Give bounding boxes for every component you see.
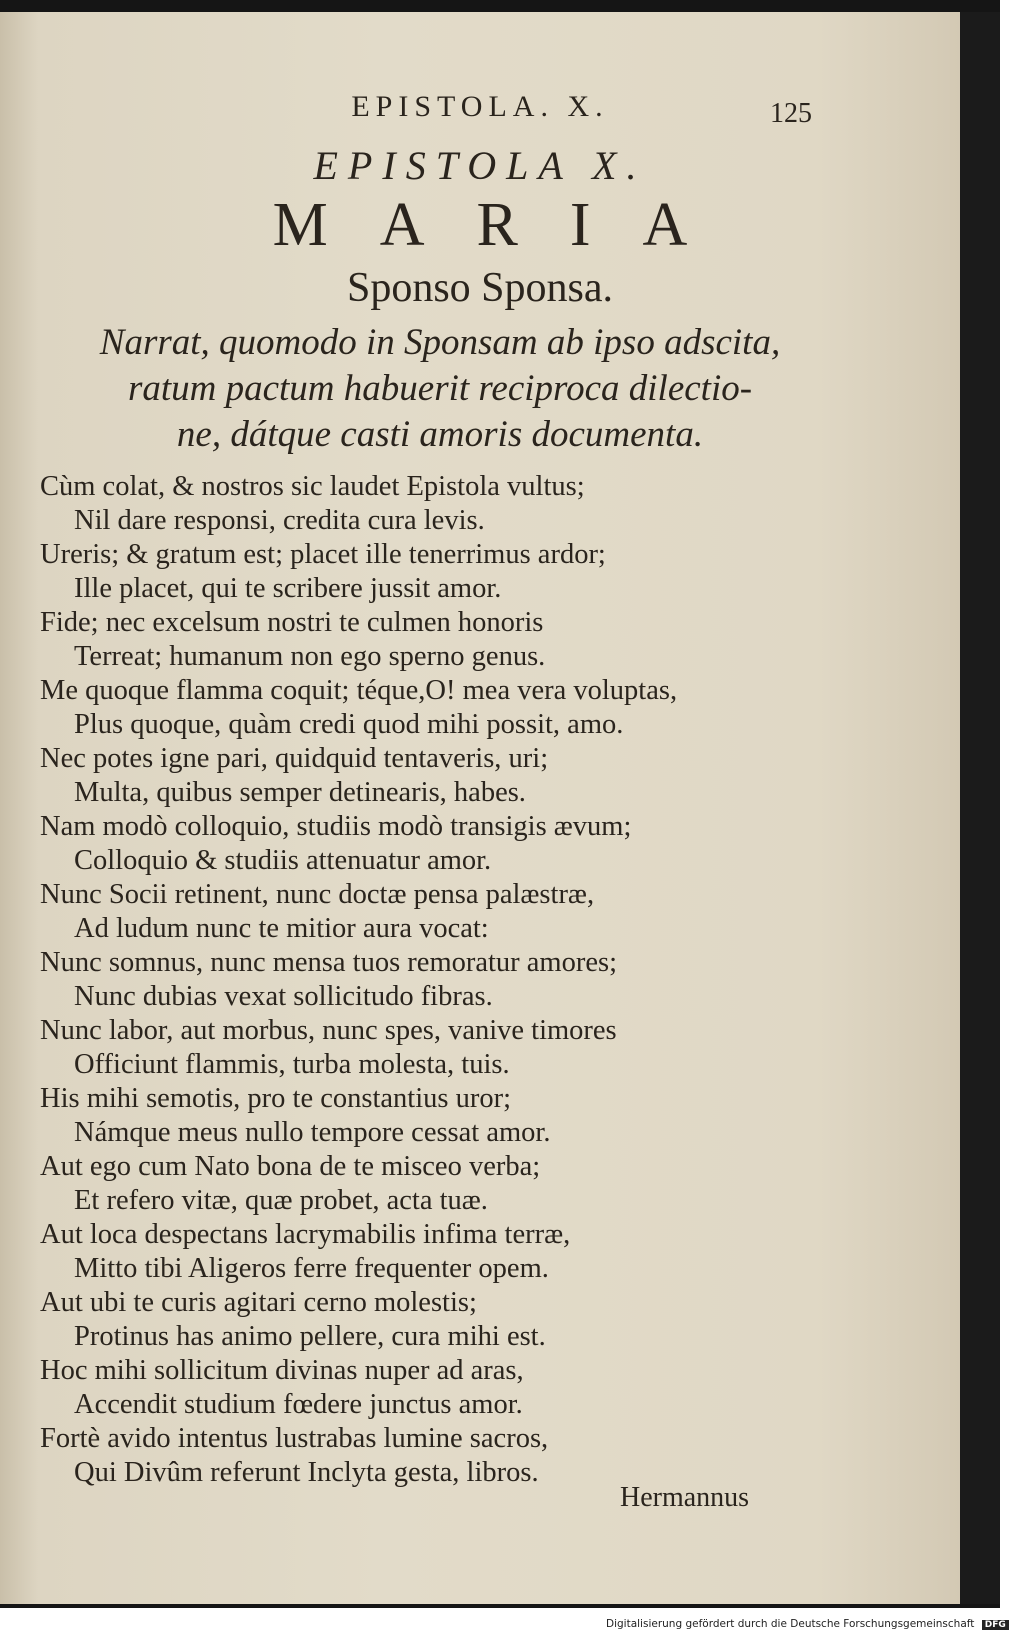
- verse-line: Nunc Socii retinent, nunc doctæ pensa palæstræ,: [40, 879, 595, 910]
- verse-line: Me quoque flamma coquit; téque,O! mea vera voluptas,: [40, 675, 678, 706]
- catchword: Hermannus: [620, 1482, 750, 1513]
- scan-right-edge: [960, 12, 1000, 1604]
- subtitle: Sponso Sponsa.: [346, 265, 614, 311]
- book-page: [0, 12, 960, 1604]
- verse-block: [40, 470, 820, 1490]
- verse-line: Nam modò colloquio, studiis modò transigis ævum;: [40, 811, 632, 842]
- verse-line: Multa, quibus semper detinearis, habes.: [74, 777, 526, 808]
- verse-line: Aut ubi te curis agitari cerno molestis;: [40, 1287, 477, 1318]
- page-number: 125: [770, 98, 812, 129]
- funding-footer: [606, 1618, 1006, 1634]
- verse-line: Fide; nec excelsum nostri te culmen honoris: [40, 607, 544, 638]
- verse-line: Qui Divûm referunt Inclyta gesta, libros.: [74, 1457, 539, 1488]
- verse-line: Nec potes igne pari, quidquid tentaveris, uri;: [40, 743, 549, 774]
- argument-line: Narrat, quomodo in Sponsam ab ipso adscita,: [99, 322, 781, 363]
- verse-line: Hoc mihi sollicitum divinas nuper ad aras,: [40, 1355, 524, 1386]
- verse-line: Et refero vitæ, quæ probet, acta tuæ.: [74, 1185, 488, 1216]
- argument-block: [50, 320, 830, 458]
- verse-line: Officiunt flammis, turba molesta, tuis.: [74, 1049, 510, 1080]
- verse-line: Nunc somnus, nunc mensa tuos remoratur amores;: [40, 947, 617, 978]
- argument-line: ratum pactum habuerit reciproca dilectio-: [127, 368, 753, 409]
- verse-line: Nunc dubias vexat sollicitudo fibras.: [74, 981, 493, 1012]
- verse-line: Accendit studium fœdere junctus amor.: [74, 1389, 523, 1420]
- dfg-logo: DFG: [982, 1620, 1009, 1630]
- funding-text: Digitalisierung gefördert durch die Deutsche Forschungsgemeinschaft: [606, 1618, 975, 1630]
- verse-line: Cùm colat, & nostros sic laudet Epistola vultus;: [40, 471, 585, 502]
- verse-line: Nunc labor, aut morbus, nunc spes, vanive timores: [40, 1015, 617, 1046]
- author-name: MARIA: [272, 191, 740, 259]
- verse-line: Colloquio & studiis attenuatur amor.: [74, 845, 492, 876]
- verse-line: Mitto tibi Aligeros ferre frequenter opem.: [74, 1253, 549, 1284]
- verse-line: Ille placet, qui te scribere jussit amor.: [74, 573, 502, 604]
- epistle-title: EPISTOLA X.: [313, 143, 647, 188]
- verse-line: Ad ludum nunc te mitior aura vocat:: [74, 913, 489, 944]
- running-head: EPISTOLA. X.: [351, 90, 609, 123]
- verse-line: Námque meus nullo tempore cessat amor.: [74, 1117, 551, 1148]
- verse-line: Nil dare responsi, credita cura levis.: [74, 505, 485, 536]
- verse-line: Aut loca despectans lacrymabilis infima terræ,: [40, 1219, 571, 1250]
- verse-line: Plus quoque, quàm credi quod mihi possit, amo.: [74, 709, 624, 740]
- verse-line: His mihi semotis, pro te constantius uror;: [40, 1083, 512, 1114]
- verse-line: Fortè avido intentus lustrabas lumine sacros,: [40, 1423, 549, 1454]
- verse-line: Ureris; & gratum est; placet ille tenerrimus ardor;: [40, 539, 606, 570]
- argument-line: ne, dátque casti amoris documenta.: [176, 414, 704, 455]
- verse-line: Protinus has animo pellere, cura mihi est.: [74, 1321, 546, 1352]
- verse-line: Aut ego cum Nato bona de te misceo verba;: [40, 1151, 541, 1182]
- verse-line: Terreat; humanum non ego sperno genus.: [74, 641, 546, 672]
